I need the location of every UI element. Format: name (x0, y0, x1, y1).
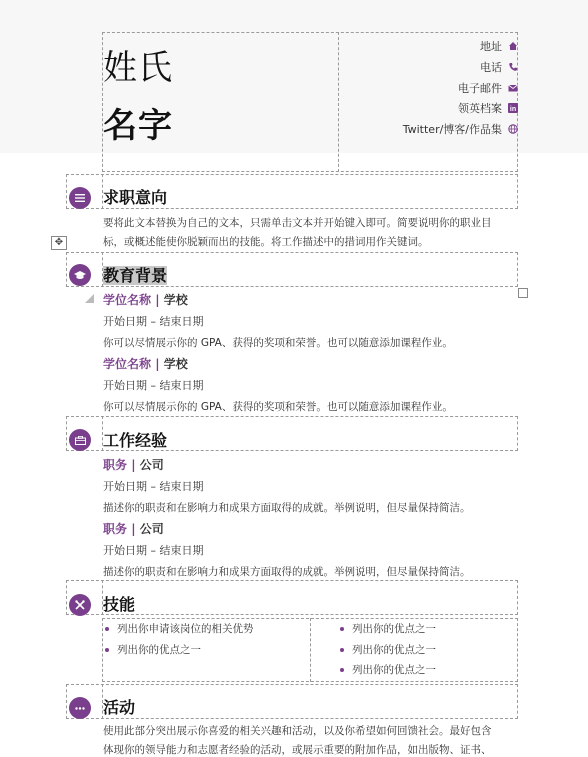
objective-text-line[interactable]: 标，或概述能使你脱颖而出的技能。将工作描述中的措词用作关键词。 (103, 236, 429, 248)
experience-description[interactable]: 描述你的职责和在影响力和成果方面取得的成就。举例说明，但尽量保持简洁。 (103, 502, 471, 514)
contact-label: Twitter/博客/作品集 (402, 123, 502, 136)
experience-description[interactable]: 描述你的职责和在影响力和成果方面取得的成就。举例说明，但尽量保持简洁。 (103, 566, 471, 578)
linkedin-icon (508, 103, 518, 113)
contact-web[interactable] (403, 120, 518, 138)
skills-title[interactable]: 技能 (103, 595, 136, 614)
mail-icon (508, 83, 518, 93)
briefcase-icon (69, 429, 91, 451)
table-move-handle-icon[interactable]: ✥ (51, 236, 67, 250)
experience-title[interactable]: 工作经验 (103, 431, 168, 450)
skill-item[interactable] (105, 642, 201, 657)
skill-item[interactable] (105, 621, 254, 636)
contact-label: 电子邮件 (458, 82, 502, 95)
skill-text: 列出你的优点之一 (352, 664, 436, 676)
collapse-triangle-icon[interactable] (85, 294, 94, 303)
school-name: 学校 (163, 293, 188, 307)
experience-dates[interactable]: 开始日期 – 结束日期 (103, 544, 204, 557)
degree-name: 学位名称 (103, 293, 152, 307)
experience-role-line[interactable] (103, 520, 164, 537)
skill-text: 列出你的优点之一 (352, 623, 436, 635)
company-name: 公司 (139, 458, 164, 472)
tools-icon (69, 594, 91, 616)
skill-text: 列出你的优点之一 (117, 644, 201, 656)
header-divider (338, 32, 339, 172)
svg-text:in: in (509, 106, 517, 113)
table-resize-handle[interactable] (518, 288, 528, 298)
education-title-text: 教育背景 (103, 266, 168, 285)
skills-table-divider (310, 618, 311, 682)
separator: | (155, 357, 160, 371)
education-degree-line[interactable] (103, 355, 188, 372)
given-name[interactable]: 名字 (103, 106, 173, 146)
separator: | (155, 293, 160, 307)
objective-title[interactable]: 求职意向 (103, 188, 168, 207)
education-title[interactable] (103, 263, 167, 286)
bullet-dot (105, 627, 109, 631)
experience-dates[interactable]: 开始日期 – 结束日期 (103, 480, 204, 493)
skill-text: 列出你的优点之一 (352, 644, 436, 656)
surname[interactable]: 姓氏 (103, 48, 173, 88)
education-description[interactable]: 你可以尽情展示你的 GPA、获得的奖项和荣誉。也可以随意添加课程作业。 (103, 337, 453, 349)
activities-text-line[interactable]: 使用此部分突出展示你喜爱的相关兴趣和活动，以及你希望如何回馈社会。最好包含 (103, 725, 492, 737)
education-description[interactable]: 你可以尽情展示你的 GPA、获得的奖项和荣誉。也可以随意添加课程作业。 (103, 401, 453, 413)
contact-linkedin[interactable] (458, 99, 518, 117)
bullet-dot (340, 648, 344, 652)
separator: | (131, 458, 136, 472)
home-icon (508, 41, 518, 51)
education-dates[interactable]: 开始日期 – 结束日期 (103, 379, 204, 392)
contact-phone[interactable] (480, 58, 518, 76)
objective-text-line[interactable]: 要将此文本替换为自己的文本，只需单击文本并开始键入即可。简要说明你的职业目 (103, 217, 492, 229)
skill-item[interactable] (340, 621, 436, 636)
company-name: 公司 (139, 522, 164, 536)
job-title: 职务 (103, 458, 128, 472)
activities-text-line[interactable]: 体现你的领导能力和志愿者经验的活动，或展示重要的附加作品，如出版物、证书、 (103, 744, 492, 756)
bullet-dot (340, 627, 344, 631)
skill-item[interactable] (340, 642, 436, 657)
phone-icon (508, 62, 518, 72)
school-name: 学校 (163, 357, 188, 371)
separator: | (131, 522, 136, 536)
more-dots-icon (69, 697, 91, 719)
bullet-dot (105, 648, 109, 652)
education-degree-line[interactable] (103, 291, 188, 308)
contact-address[interactable] (480, 37, 518, 55)
skill-text: 列出你申请该岗位的相关优势 (117, 623, 254, 635)
contact-label: 电话 (480, 61, 502, 74)
objective-list-icon (69, 187, 91, 209)
bullet-dot (340, 668, 344, 672)
skill-item[interactable] (340, 662, 436, 677)
graduation-cap-icon (69, 264, 91, 286)
education-dates[interactable]: 开始日期 – 结束日期 (103, 315, 204, 328)
degree-name: 学位名称 (103, 357, 152, 371)
experience-role-line[interactable] (103, 456, 164, 473)
contact-email[interactable] (458, 79, 518, 97)
activities-title[interactable]: 活动 (103, 698, 136, 717)
contact-label: 领英档案 (458, 102, 502, 115)
contact-label: 地址 (480, 40, 502, 53)
globe-icon (508, 124, 518, 134)
job-title: 职务 (103, 522, 128, 536)
